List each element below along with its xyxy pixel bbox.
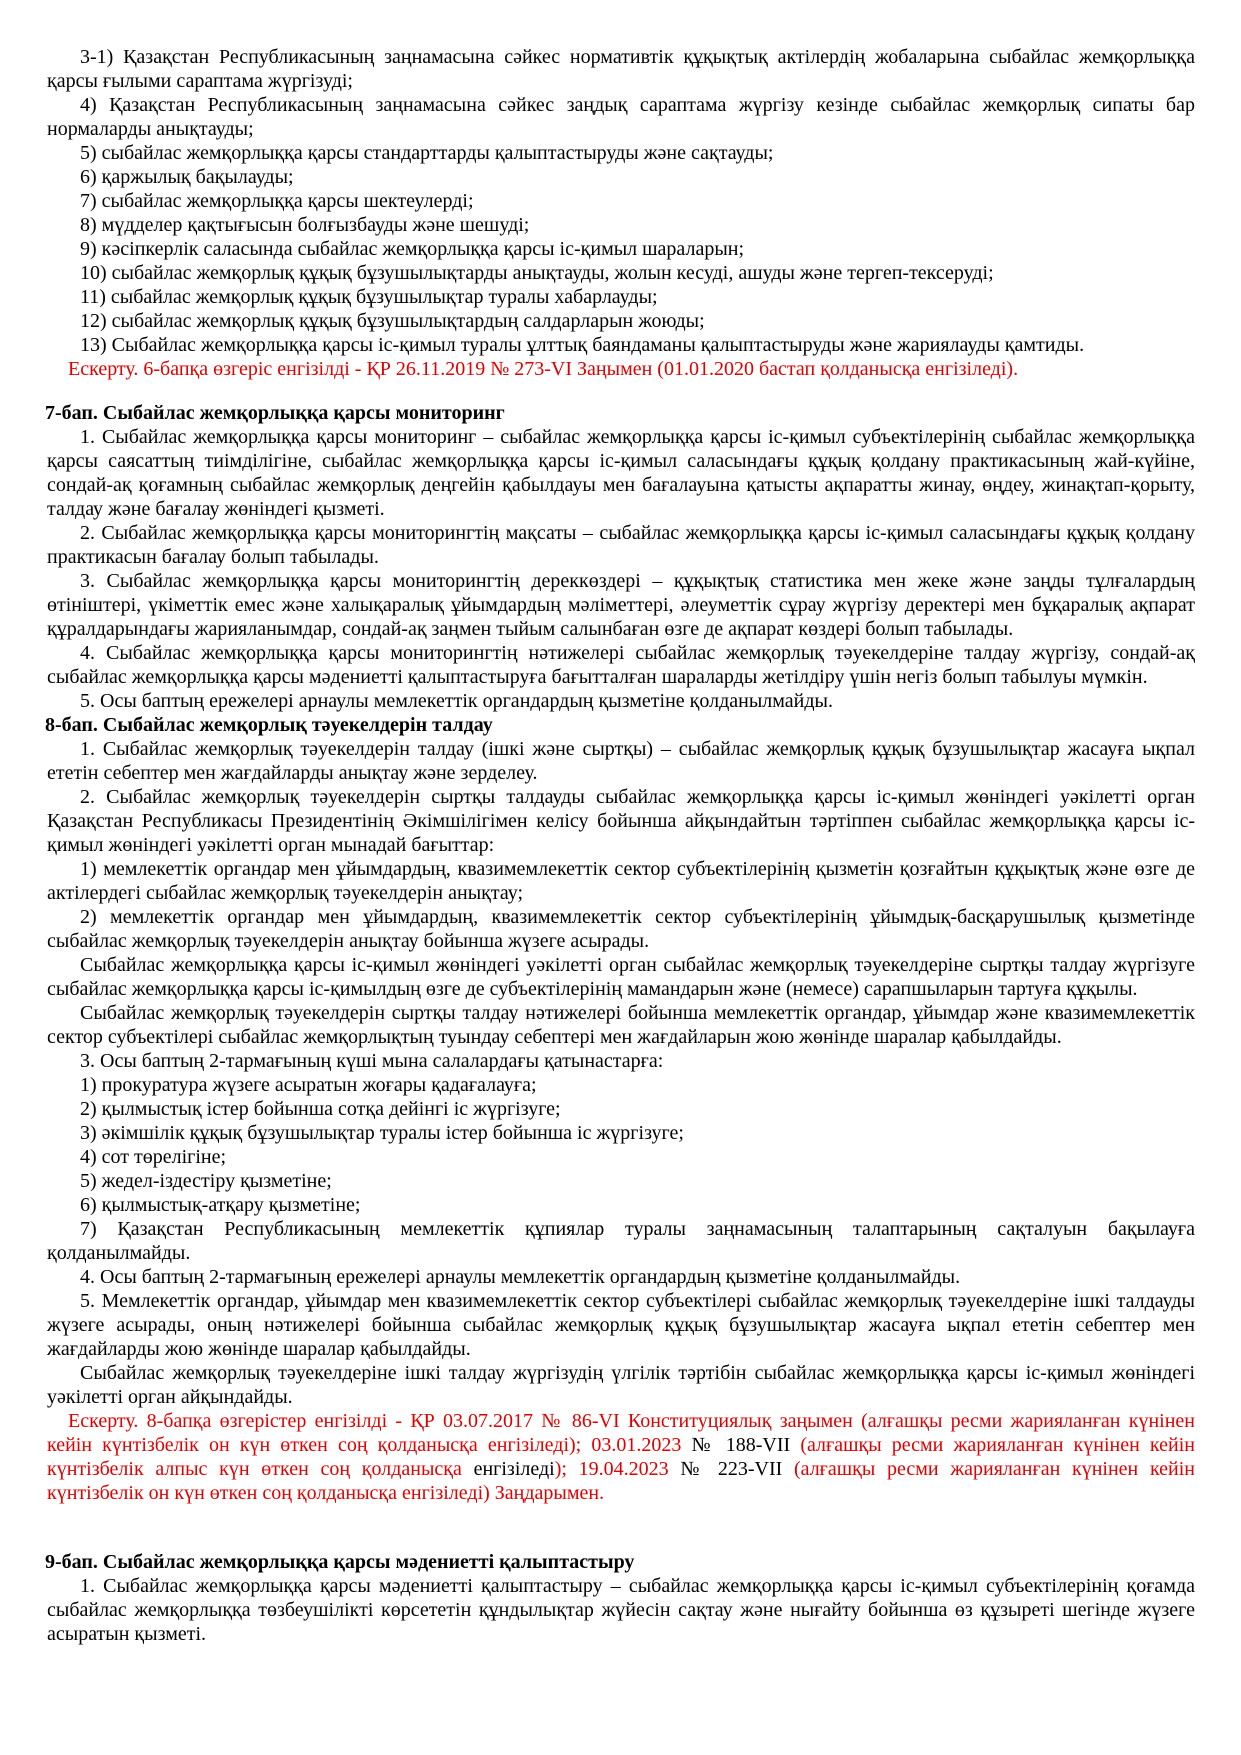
clause-6: 6) қаржылық бақылауды; <box>80 166 294 188</box>
article-8-point-3-sub-4: 4) сот төрелігіне; <box>80 1146 227 1168</box>
clause-10: 10) сыбайлас жемқорлық құқық бұзушылықтарды анықтауды, жолын кесуді, ашуды және тергеп-тексеруді; <box>80 262 994 284</box>
article-7-heading: 7-бап. Сыбайлас жемқорлыққа қарсы мониторинг <box>45 402 505 424</box>
article-7-point-3: 3. Сыбайлас жемқорлыққа қарсы мониторингтің дереккөздері – құқықтық статистика мен жеке және заңды тұлғалардың өтініштері, үкіметтік емес және халықаралық ұйымдардың мәліметтері, әлеуметтік сұрау жүргізу деректері мен бұқаралық ақпарат құралдарындағы жарияланымдар, сондай-ақ заңмен тыйым салынбаған өзге де ақпарат көздері болып табылады. <box>47 570 1195 640</box>
article-7-point-4: 4. Сыбайлас жемқорлыққа қарсы мониторингтің нәтижелері сыбайлас жемқорлық тәуекелдеріне талдау жүргізу, сондай-ақ сыбайлас жемқорлыққа қарсы мәдениетті қалыптастыруға бағытталған шараларды жетілдіру үшін негіз болып табылуы мүмкін. <box>47 642 1195 688</box>
article-8-point-3-sub-5: 5) жедел-іздестіру қызметіне; <box>80 1170 332 1192</box>
article-8-point-3-sub-7: 7) Қазақстан Республикасының мемлекеттік құпиялар туралы заңнамасының талаптарының сақталуын бақылауға қолданылмайды. <box>47 1218 1195 1264</box>
article-8-point-2-sub-2: 2) мемлекеттік органдар мен ұйымдардың, квазимемлекеттік сектор субъектілерінің ұйымдық-басқарушылық қызметінде сыбайлас жемқорлық тәуекелдерін анықтау бойынша жүзеге асырады. <box>47 906 1195 952</box>
clause-5: 5) сыбайлас жемқорлыққа қарсы стандарттарды қалыптастыруды және сақтауды; <box>80 142 774 164</box>
article-8-point-1: 1. Сыбайлас жемқорлық тәуекелдерін талдау (ішкі және сыртқы) – сыбайлас жемқорлық құқық бұзушылықтар жасауға ықпал ететін себептер мен жағдайларды анықтау және зерделеу. <box>47 738 1195 784</box>
article-8-point-3-sub-2: 2) қылмыстық істер бойынша сотқа дейінгі іс жүргізуге; <box>80 1098 561 1120</box>
amendment-note-article-8: Ескерту. 8-бапқа өзгерістер енгізілді - ҚР 03.07.2017 № 86-VI Конституциялық заңымен (алғашқы ресми жарияланған күнінен кейін күнтізбелік он күн өткен соң қолданысқа енгізіледі); 03.01.2023 № 188-VII (алғашқы ресми жарияланған күнінен кейін күнтізбелік алпыс күн өткен соң қолданысқа енгізіледі); 19.04.2023 № 223-VII (алғашқы ресми жарияланған күнінен кейін күнтізбелік он күн өткен соң қолданысқа енгізіледі) Заңдарымен. <box>47 1410 1196 1504</box>
article-8-point-3-sub-3: 3) әкімшілік құқық бұзушылықтар туралы істер бойынша іс жүргізуге; <box>80 1122 684 1144</box>
article-8-point-3-sub-6: 6) қылмыстық-атқару қызметіне; <box>80 1194 361 1216</box>
article-8-point-2-sub-1: 1) мемлекеттік органдар мен ұйымдардың, квазимемлекеттік сектор субъектілерінің қызметін қозғайтын құқықтық және өзге де актілердегі сыбайлас жемқорлық тәуекелдерін анықтау; <box>47 858 1195 904</box>
article-7-point-2: 2. Сыбайлас жемқорлыққа қарсы мониторингтің мақсаты – сыбайлас жемқорлыққа қарсы іс-қимыл саласындағы құқық қолдану практикасын бағалау болып табылады. <box>47 522 1195 568</box>
article-9-heading: 9-бап. Сыбайлас жемқорлыққа қарсы мәдениетті қалыптастыру <box>45 1551 635 1573</box>
article-7-point-1: 1. Сыбайлас жемқорлыққа қарсы мониторинг – сыбайлас жемқорлыққа қарсы іс-қимыл субъектілерінің сыбайлас жемқорлыққа қарсы саясаттың тиімділігіне, сыбайлас жемқорлыққа қарсы іс-қимыл саласындағы құқық қолдану практикасының жай-күйіне, сондай-ақ қоғамның сыбайлас жемқорлық деңгейін қабылдауы мен бағалауына қатысты ақпаратты жинау, өңдеу, жинақтап-қорыту, талдау және бағалау жөніндегі қызметі. <box>47 426 1195 520</box>
article-8-heading: 8-бап. Сыбайлас жемқорлық тәуекелдерін талдау <box>45 714 493 736</box>
spacer <box>47 1505 1195 1550</box>
clause-12: 12) сыбайлас жемқорлық құқық бұзушылықтардың салдарларын жоюды; <box>80 310 705 332</box>
clause-11: 11) сыбайлас жемқорлық құқық бұзушылықтар туралы хабарлауды; <box>80 286 658 308</box>
spacer <box>47 381 1195 401</box>
clause-9: 9) кәсіпкерлік саласында сыбайлас жемқорлыққа қарсы іс-қимыл шараларын; <box>80 238 745 260</box>
article-8-point-3-sub-1: 1) прокуратура жүзеге асыратын жоғары қадағалауға; <box>80 1074 537 1096</box>
amendment-note-article-6: Ескерту. 6-бапқа өзгеріс енгізілді - ҚР 26.11.2019 № 273-VI Заңымен (01.01.2020 бастап қолданысқа енгізіледі). <box>68 358 1019 380</box>
article-8-experts-paragraph: Сыбайлас жемқорлыққа қарсы іс-қимыл жөніндегі уәкілетті орган сыбайлас жемқорлық тәуекелдеріне сыртқы талдау жүргізуге сыбайлас жемқорлыққа қарсы іс-қимылдың өзге де субъектілерінің мамандарын және (немесе) сарапшыларын тартуға құқылы. <box>47 954 1195 1000</box>
clause-7: 7) сыбайлас жемқорлыққа қарсы шектеулерді; <box>80 190 474 212</box>
clause-4: 4) Қазақстан Республикасының заңнамасына сәйкес заңдық сараптама жүргізу кезінде сыбайлас жемқорлық сипаты бар нормаларды анықтауды; <box>47 94 1195 140</box>
article-8-point-5: 5. Мемлекеттік органдар, ұйымдар мен квазимемлекеттік сектор субъектілері сыбайлас жемқорлық тәуекелдеріне ішкі талдауды жүзеге асырады, оның нәтижелері бойынша сыбайлас жемқорлық құқық бұзушылықтар жасауға ықпал ететін себептер мен жағдайларды жою жөнінде шаралар қабылдайды. <box>47 1290 1195 1360</box>
article-8-measures-paragraph: Сыбайлас жемқорлық тәуекелдерін сыртқы талдау нәтижелері бойынша мемлекеттік органдар, ұйымдар және квазимемлекеттік сектор субъектілері сыбайлас жемқорлықтың туындау себептері мен жағдайларын жою жөнінде шаралар қабылдайды. <box>47 1002 1195 1048</box>
article-8-point-2: 2. Сыбайлас жемқорлық тәуекелдерін сыртқы талдауды сыбайлас жемқорлыққа қарсы іс-қимыл жөніндегі уәкілетті орган Қазақстан Республикасы Президентінің Әкімшілігімен келісу бойынша айқындайтын тәртіппен сыбайлас жемқорлыққа қарсы іс-қимыл жөніндегі уәкілетті орган мынадай бағыттар: <box>47 786 1195 856</box>
article-9-point-1: 1. Сыбайлас жемқорлыққа қарсы мәдениетті қалыптастыру – сыбайлас жемқорлыққа қарсы іс-қимыл субъектілерінің қоғамда сыбайлас жемқорлыққа төзбеушілікті көрсететін құндылықтар жүйесін сақтау және нығайту бойынша өз құзыреті шегінде жүзеге асыратын қызметі. <box>47 1575 1195 1645</box>
clause-8: 8) мүдделер қақтығысын болғызбауды және шешуді; <box>80 214 530 236</box>
article-8-point-4: 4. Осы баптың 2-тармағының ережелері арнаулы мемлекеттік органдардың қызметіне қолданылмайды. <box>80 1266 961 1288</box>
clause-13: 13) Сыбайлас жемқорлыққа қарсы іс-қимыл туралы ұлттық баяндаманы қалыптастыруды және жариялауды қамтиды. <box>80 334 1085 356</box>
article-8-point-3: 3. Осы баптың 2-тармағының күші мына салалардағы қатынастарға: <box>80 1050 664 1072</box>
clause-3-1: 3-1) Қазақстан Республикасының заңнамасына сәйкес нормативтік құқықтық актілердің жобаларына сыбайлас жемқорлыққа қарсы ғылыми сараптама жүргізуді; <box>47 46 1195 92</box>
article-7-point-5: 5. Осы баптың ережелері арнаулы мемлекеттік органдардың қызметіне қолданылмайды. <box>80 690 833 712</box>
article-8-internal-procedure-paragraph: Сыбайлас жемқорлық тәуекелдеріне ішкі талдау жүргізудің үлгілік тәртібін сыбайлас жемқорлыққа қарсы іс-қимыл жөніндегі уәкілетті орган айқындайды. <box>47 1362 1195 1408</box>
